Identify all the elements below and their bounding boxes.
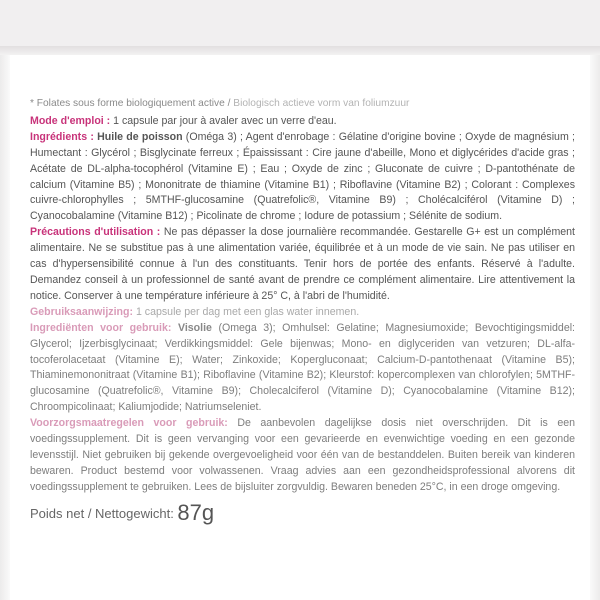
nl-ingredients-label: Ingrediënten voor gebruik: bbox=[30, 321, 172, 334]
product-label bbox=[30, 96, 575, 526]
folate-note-nl: Biologisch actieve vorm van foliumzuur bbox=[233, 98, 410, 109]
net-weight-sep: / bbox=[84, 505, 96, 521]
net-weight-label-nl: Nettogewicht: bbox=[95, 505, 178, 521]
fr-precautions bbox=[30, 225, 575, 305]
nl-precautions bbox=[30, 416, 575, 496]
net-weight bbox=[30, 501, 575, 526]
nl-usage-text: 1 capsule per dag met een glas water innemen. bbox=[133, 305, 360, 318]
fr-precautions-label: Précautions d'utilisation : bbox=[30, 226, 161, 239]
nl-ingredients-text: (Omega 3); Omhulsel: Gelatine; Magnesiumoxide; Bevochtigingsmiddel: Glycerol; Ijzerbisglycinaat; Verdikkingsmiddel: Gele bijenwas; Mono- en diglyceriden van vetzuren; DL-alfa-tocoferolacetaat (Vitamine E); Water; Zinkoxide; Kopergluconaat; Calcium-D-pantothenaat (Vitamine B5); Thiaminemononitraat (Vitamine B1); Riboflavine (Vitamine B2); Kleurstof: kopercomplexen van chlorofylen; 5MTHF-glucosamine (Quatrefolic®, Vitamine B9); Cholecalciferol (Vitamine D); Cyanocobalamine (Vitamine B12); Chroompicolinaat; Kaliumjodide; Natriumseleniet. bbox=[30, 321, 576, 414]
nl-usage bbox=[30, 305, 575, 321]
carton-top-flap bbox=[0, 0, 600, 55]
fr-ingredients-main: Huile de poisson bbox=[93, 130, 183, 143]
fr-ingredients-text: (Oméga 3) ; Agent d'enrobage : Gélatine d'origine bovine ; Oxyde de magnésium ; Humectant : Glycérol ; Bisglycinate ferreux ; Épaississant : Cire jaune d'abeille, Mono et diglycérides d'acide gras ; Acétate de DL-alpha-tocophérol (Vitamine E) ; Eau ; Oxyde de zinc ; Gluconate de cuivre ; D-pantothénate de calcium (Vitamine B5) ; Mononitrate de thiamine (Vitamine B1) ; Riboflavine (Vitamine B2) ; Colorant : Complexes cuivre-chlorophylles ; 5MTHF-glucosamine (Quatrefolic®, Vitamine B9) ; Cholécalciférol (Vitamine D) ; Cyanocobalamine (Vitamine B12) ; Picolinate de chrome ; Iodure de potassium ; Sélénite de sodium. bbox=[30, 130, 575, 223]
carton-right-edge bbox=[590, 55, 600, 600]
nl-ingredients-main: Visolie bbox=[171, 321, 212, 334]
fr-usage-label: Mode d'emploi : bbox=[30, 114, 111, 127]
net-weight-value: 87g bbox=[177, 499, 215, 525]
carton-left-edge bbox=[0, 55, 10, 600]
nl-precautions-label: Voorzorgsmaatregelen voor gebruik: bbox=[30, 417, 228, 430]
nl-ingredients bbox=[30, 321, 575, 416]
folate-note-fr: * Folates sous forme biologiquement active bbox=[30, 98, 225, 109]
fr-ingredients-label: Ingrédients : bbox=[30, 130, 94, 143]
net-weight-label-fr: Poids net bbox=[30, 505, 85, 521]
folate-note-sep: / bbox=[224, 98, 234, 109]
fr-usage bbox=[30, 114, 575, 130]
folate-note bbox=[30, 96, 575, 112]
fr-usage-text: 1 capsule par jour à avaler avec un verre d'eau. bbox=[110, 114, 337, 127]
carton-fold bbox=[0, 46, 600, 55]
nl-precautions-text: De aanbevolen dagelijkse dosis niet overschrijden. Dit is een voedingssupplement. Dit is geen vervanging voor een gevarieerde en evenwichtige voeding en een gezonde levensstijl. Niet gebruiken bij gekende overgevoeligheid voor één van de bestanddelen. Buiten bereik van kinderen bewaren. Product bestemd voor volwassenen. Vraag advies aan een gezondheidsprofessional alvorens dit voedingssupplement te gebruiken. Lees de bijsluiter zorgvuldig. Bewaren beneden 25°C, in een droge omgeving. bbox=[30, 417, 575, 493]
fr-ingredients bbox=[30, 130, 575, 225]
nl-usage-label: Gebruiksaanwijzing: bbox=[30, 305, 134, 318]
fr-precautions-text: Ne pas dépasser la dose journalière recommandée. Gestarelle G+ est un complément alimentaire. Ne se substitue pas à une alimentation variée, équilibrée et à un mode de vie sain. Ne pas utiliser en cas d'hypersensibilité connue à l'un des constituants. Tenir hors de portée des enfants. Réservé à l'adulte. Demandez conseil à un professionnel de santé avant de prendre ce complément alimentaire. Lire attentivement la notice. Conserver à une température inférieure à 25° C, à l'abri de l'humidité. bbox=[30, 226, 575, 302]
